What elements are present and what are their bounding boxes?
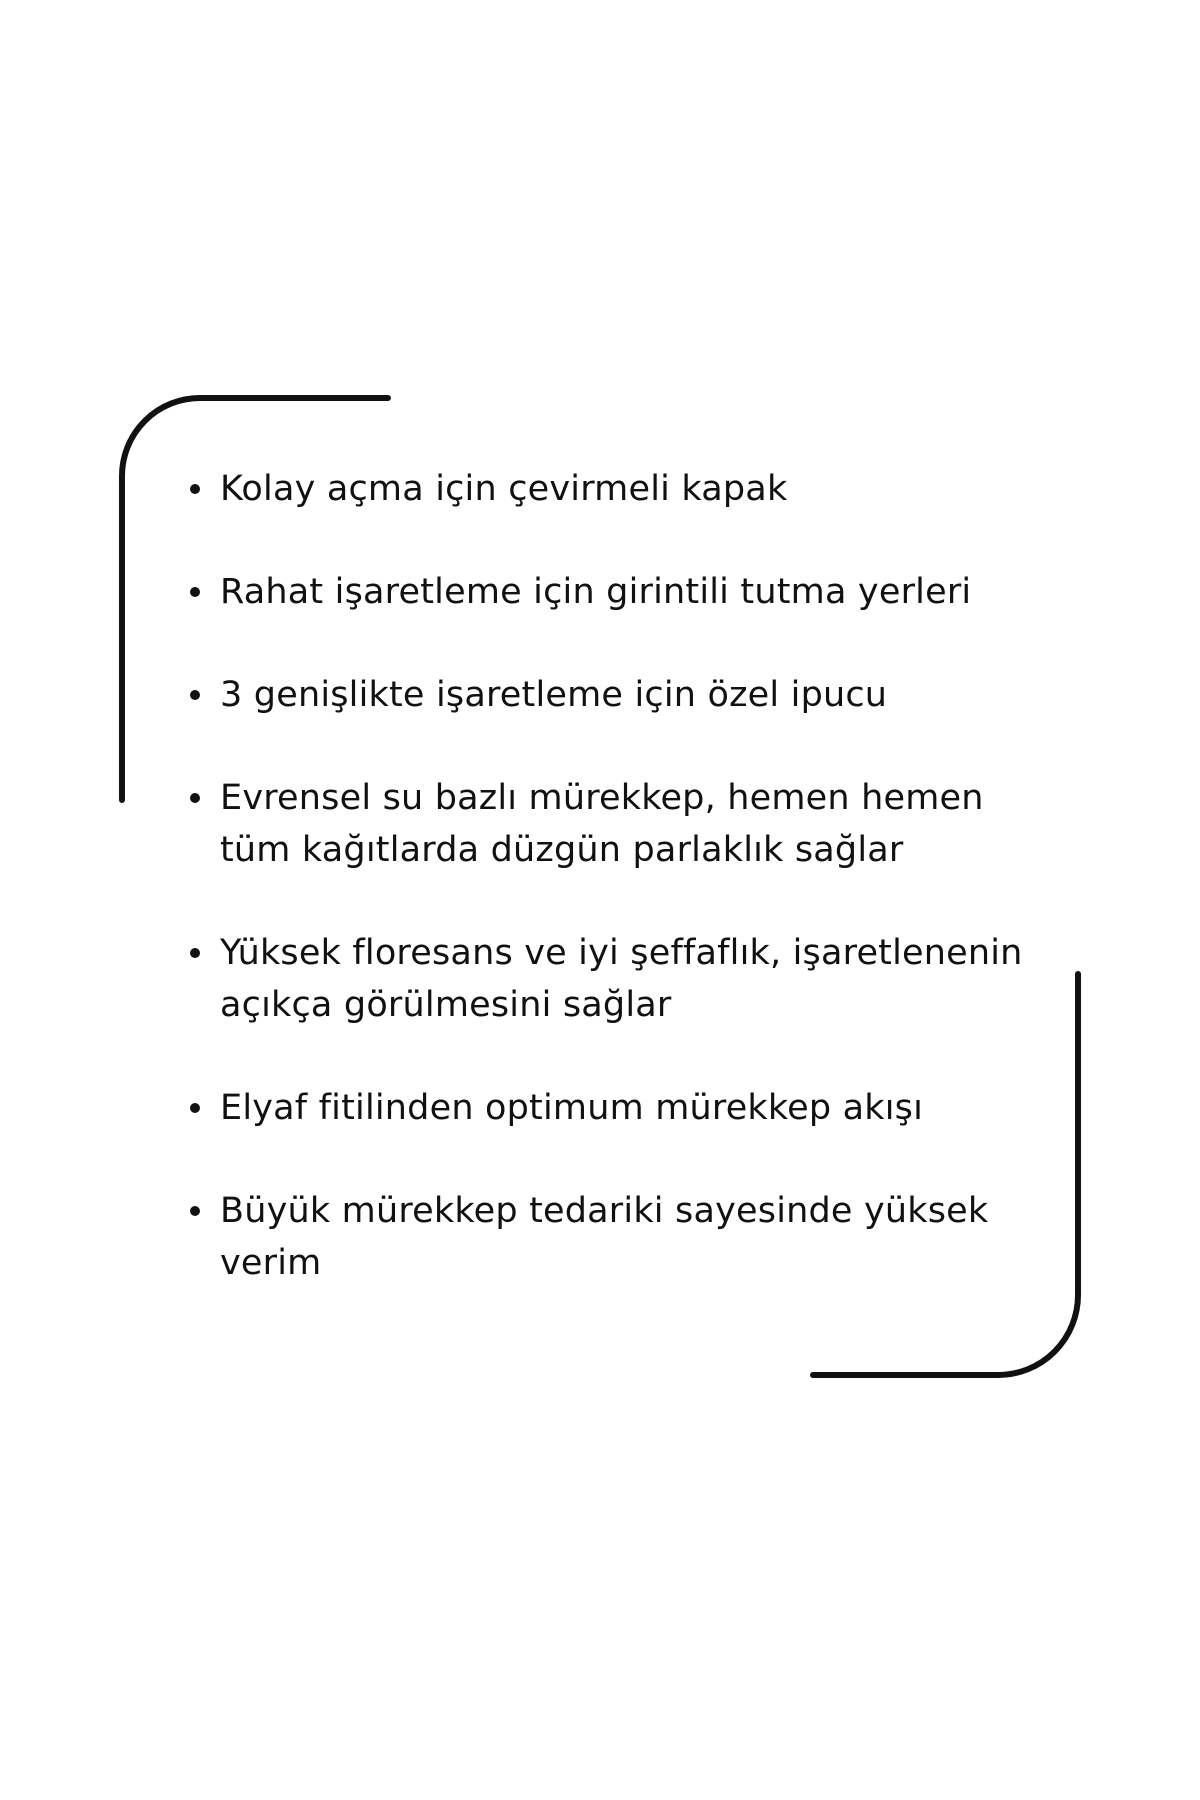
list-item <box>184 669 1064 721</box>
list-item-text: 3 genişlikte işaretleme için özel ipucu <box>220 675 888 715</box>
bullet-dot-icon <box>190 948 200 958</box>
bullet-dot-icon <box>190 690 200 700</box>
list-item <box>184 463 1064 515</box>
list-item <box>184 566 1064 618</box>
list-item-text: Evrensel su bazlı mürekkep, hemen hemen tüm kağıtlarda düzgün parlaklık sağlar <box>220 778 984 870</box>
list-item <box>184 772 1064 876</box>
list-item-text: Büyük mürekkep tedariki sayesinde yüksek verim <box>220 1191 989 1283</box>
bullet-dot-icon <box>190 1206 200 1216</box>
list-item-text: Yüksek floresans ve iyi şeffaflık, işaretlenenin açıkça görülmesini sağlar <box>220 933 1023 1025</box>
list-item-text: Rahat işaretleme için girintili tutma yerleri <box>220 572 972 612</box>
list-item-text: Elyaf fitilinden optimum mürekkep akışı <box>220 1088 923 1128</box>
bullet-dot-icon <box>190 484 200 494</box>
list-item-text: Kolay açma için çevirmeli kapak <box>220 469 788 509</box>
list-item <box>184 1082 1064 1134</box>
bullet-dot-icon <box>190 1103 200 1113</box>
bullet-dot-icon <box>190 793 200 803</box>
bullet-dot-icon <box>190 587 200 597</box>
list-item <box>184 1185 1064 1289</box>
feature-list <box>184 463 1064 1289</box>
list-item <box>184 927 1064 1031</box>
